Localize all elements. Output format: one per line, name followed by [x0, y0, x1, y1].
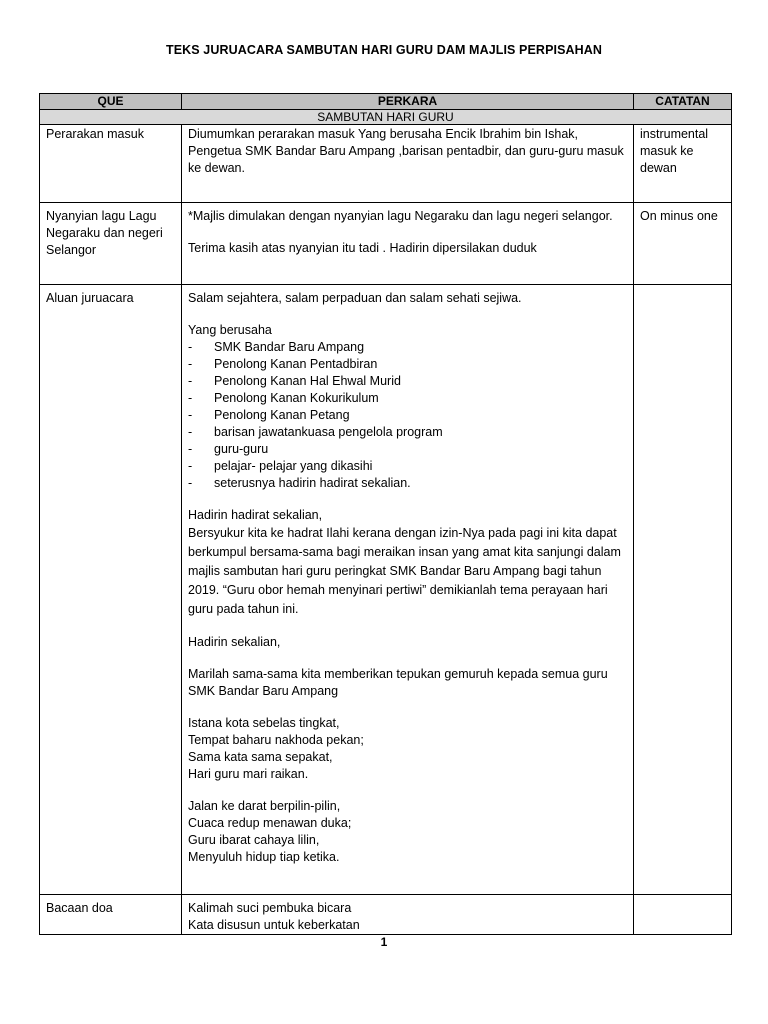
header-que: QUE [40, 94, 182, 110]
doa-line: Kata disusun untuk keberkatan [188, 918, 360, 932]
list-item [188, 441, 627, 458]
bersyukur-text: Bersyukur kita ke hadrat Ilahi kerana dengan izin-Nya pada pagi ini kita dapat berkumpul bersama-sama bagi meraikan insan yang amat kita sanjungi dalam majlis sambutan hari guru peringkat SMK Bandar Baru Ampang bagi tahun 2019. “Guru obor hemah menyinari pertiwi” demikianlah tema perayaan hari guru pada tahun ini. [188, 526, 621, 616]
salam-text: Salam sejahtera, salam perpaduan dan salam sehati sejiwa. [188, 291, 522, 305]
pantun-line: Menyuluh hidup tiap ketika. [188, 850, 340, 864]
header-catatan: CATATAN [634, 94, 732, 110]
dash-bullet: - [188, 459, 193, 473]
list-item [188, 407, 627, 424]
hadirin-sekalian-text: Hadirin sekalian, [188, 635, 281, 649]
que-cell: Bacaan doa [40, 895, 182, 935]
hadirin-hadirat-text: Hadirin hadirat sekalian, [188, 508, 323, 522]
yang-berusaha-text: Yang berusaha [188, 323, 272, 337]
perkara-cell [182, 203, 634, 285]
que-cell: Perarakan masuk [40, 125, 182, 203]
dash-bullet: - [188, 408, 193, 422]
list-item [188, 458, 627, 475]
script-table [39, 93, 732, 935]
pantun-line: Hari guru mari raikan. [188, 767, 309, 781]
perkara-cell [182, 895, 634, 935]
pantun-2 [188, 798, 627, 866]
pantun-line: Sama kata sama sepakat, [188, 750, 333, 764]
dash-bullet: - [188, 340, 193, 354]
document-title: TEKS JURUACARA SAMBUTAN HARI GURU DAM MAJLIS PERPISAHAN [165, 43, 603, 57]
list-item-text: seterusnya hadirin hadirat sekalian. [214, 476, 411, 490]
perkara-cell: Diumumkan perarakan masuk Yang berusaha Encik Ibrahim bin Ishak, Pengetua SMK Bandar Baru Ampang ,barisan pentadbir, dan guru-guru masuk ke dewan. [182, 125, 634, 203]
header-perkara: PERKARA [182, 94, 634, 110]
list-item [188, 373, 627, 390]
dash-bullet: - [188, 476, 193, 490]
pantun-line: Tempat baharu nakhoda pekan; [188, 733, 364, 747]
list-item [188, 356, 627, 373]
list-item-text: pelajar- pelajar yang dikasihi [214, 459, 373, 473]
list-item [188, 424, 627, 441]
list-item [188, 390, 627, 407]
dash-bullet: - [188, 391, 193, 405]
header-row [40, 94, 732, 110]
perkara-text: Terima kasih atas nyanyian itu tadi . Hadirin dipersilakan duduk [188, 241, 537, 255]
doa-line: Kalimah suci pembuka bicara [188, 901, 352, 915]
dash-bullet: - [188, 425, 193, 439]
page-number: 1 [380, 935, 388, 949]
table-row [40, 895, 732, 935]
list-item-text: Penolong Kanan Pentadbiran [214, 357, 378, 371]
list-item-text: guru-guru [214, 442, 269, 456]
section-row [40, 110, 732, 125]
pantun-line: Istana kota sebelas tingkat, [188, 716, 340, 730]
list-item-text: SMK Bandar Baru Ampang [214, 340, 365, 354]
list-item [188, 475, 627, 492]
que-cell: Aluan juruacara [40, 285, 182, 895]
tepukan-text: Marilah sama-sama kita memberikan tepukan gemuruh kepada semua guru SMK Bandar Baru Ampang [188, 667, 608, 698]
catatan-cell [634, 895, 732, 935]
catatan-cell: On minus one [634, 203, 732, 285]
perkara-text: *Majlis dimulakan dengan nyanyian lagu Negaraku dan lagu negeri selangor. [188, 209, 613, 223]
perkara-cell [182, 285, 634, 895]
list-item-text: barisan jawatankuasa pengelola program [214, 425, 443, 439]
pantun-line: Cuaca redup menawan duka; [188, 816, 352, 830]
list-item [188, 339, 627, 356]
table-row [40, 285, 732, 895]
catatan-cell [634, 285, 732, 895]
dash-bullet: - [188, 357, 193, 371]
section-title: SAMBUTAN HARI GURU [40, 110, 732, 125]
table-row [40, 203, 732, 285]
pantun-1 [188, 715, 627, 783]
list-item-text: Penolong Kanan Petang [214, 408, 350, 422]
table-row [40, 125, 732, 203]
list-item-text: Penolong Kanan Kokurikulum [214, 391, 379, 405]
dash-bullet: - [188, 442, 193, 456]
dash-bullet: - [188, 374, 193, 388]
guest-list [188, 339, 627, 492]
pantun-line: Jalan ke darat berpilin-pilin, [188, 799, 341, 813]
que-cell: Nyanyian lagu Lagu Negaraku dan negeri Selangor [40, 203, 182, 285]
list-item-text: Penolong Kanan Hal Ehwal Murid [214, 374, 401, 388]
pantun-line: Guru ibarat cahaya lilin, [188, 833, 320, 847]
catatan-cell: instrumental masuk ke dewan [634, 125, 732, 203]
